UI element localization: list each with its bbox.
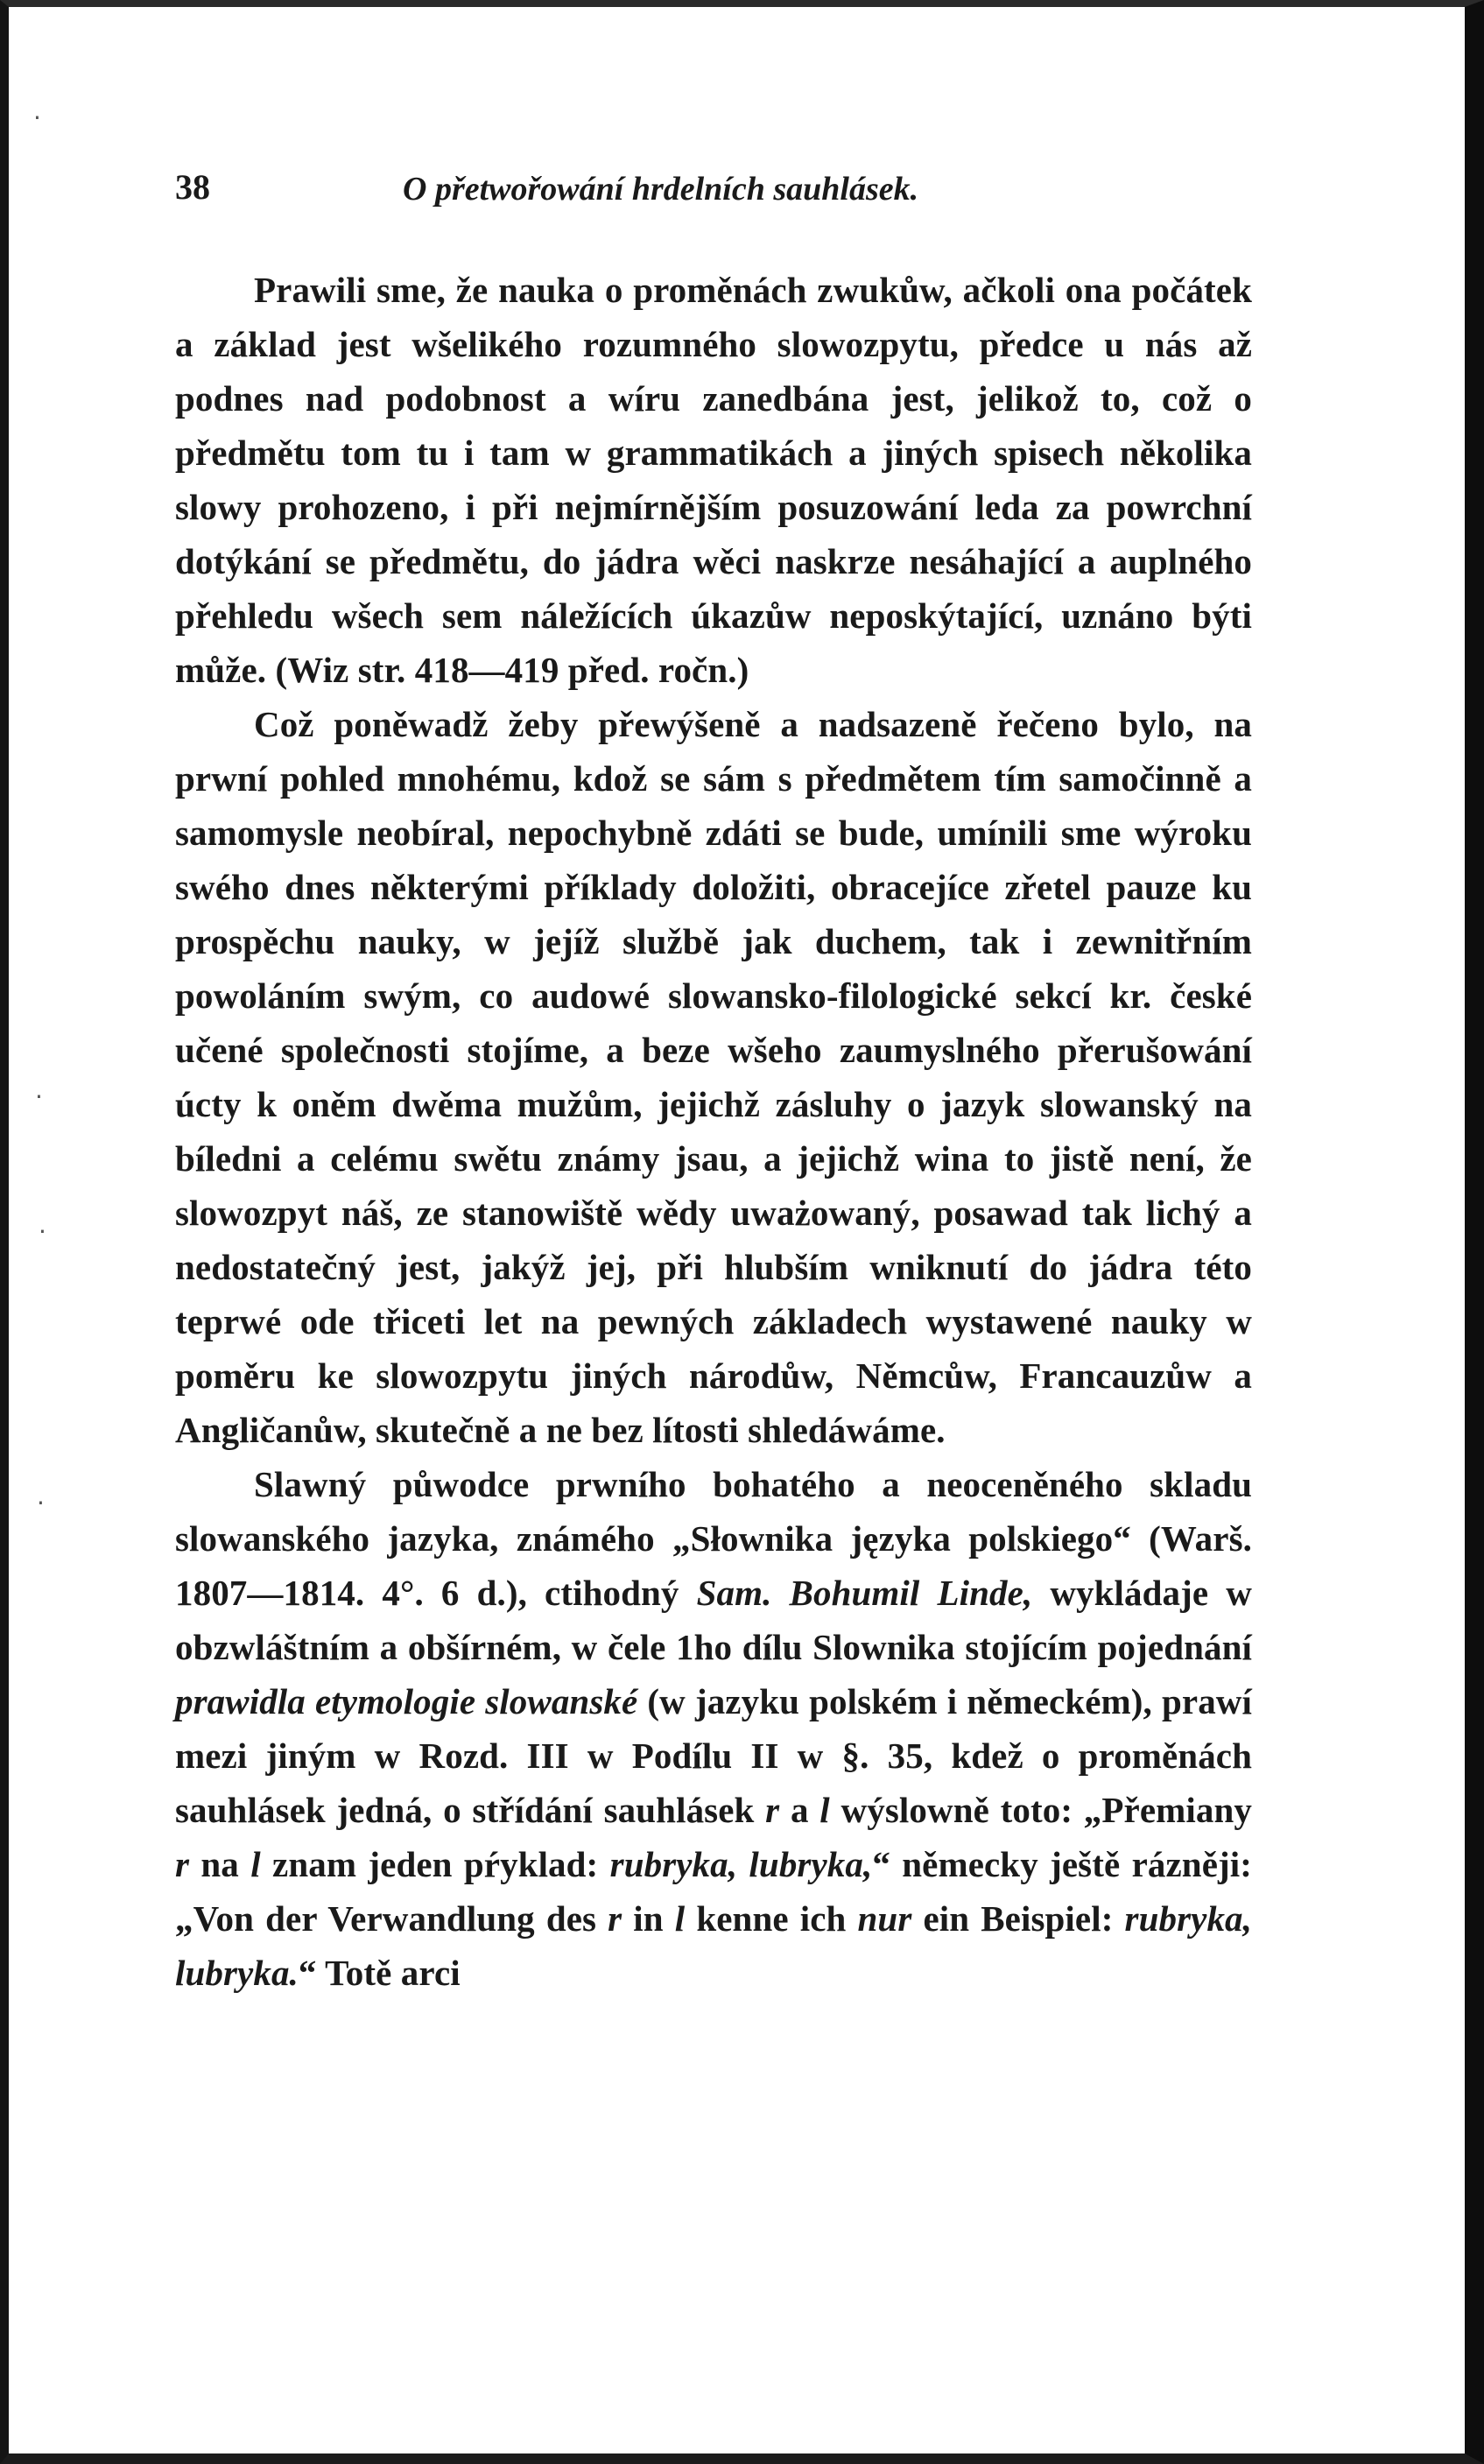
italic-text-segment: prawidla etymologie slowanské — [175, 1681, 638, 1721]
margin-mark: · — [39, 1217, 46, 1246]
body-text — [175, 263, 1252, 2000]
italic-text-segment: rubryka, lubryka, — [609, 1844, 873, 1884]
italic-text-segment: l — [674, 1898, 686, 1939]
text-segment: “ Totě arci — [298, 1953, 461, 1993]
margin-mark: · — [37, 1489, 45, 1517]
page-number: 38 — [175, 167, 210, 207]
text-segment: na — [189, 1844, 251, 1884]
italic-text-segment: r — [608, 1898, 622, 1939]
text-segment: “ německy ještě rázněji: „Von der Verwandlung des — [175, 1844, 1252, 1939]
text-segment: ein Beispiel: — [911, 1898, 1125, 1939]
running-head: O přetwořowání hrdelních sauhlásek. — [403, 171, 919, 208]
paragraph-2 — [175, 697, 1252, 1457]
italic-text-segment: rubryka, lubryka. — [175, 1898, 1253, 1993]
italic-text-segment: nur — [857, 1898, 912, 1939]
book-page — [175, 166, 1252, 2000]
italic-text-segment: l — [250, 1844, 261, 1884]
text-segment: znam jeden pŕyklad: — [260, 1844, 610, 1884]
text-segment: in — [622, 1898, 675, 1939]
text-segment: Prawili sme, že nauka o proměnách zwukůw, ačkoli ona počátek a základ jest wšelikého rozumného slowozpytu, předce u nás až podnes nad podobnost a wíru zanedbána jest, jelikož to, což o předmětu tom tu i tam w grammatikách a jiných spisech několika slowy prohozeno, i při nejmírnějším posuzowání leda za powrchní dotýkání se předmětu, do jádra wěci naskrze nesáhající a auplného přehledu wšech sem náležících úkazůw neposkýtající, uznáno býti může. (Wiz str. 418—419 před. ročn.) — [175, 270, 1252, 690]
italic-text-segment: Sam. Bohumil Linde, — [696, 1573, 1033, 1613]
paragraph-1 — [175, 263, 1252, 697]
text-segment: kenne ich — [685, 1898, 858, 1939]
text-segment: wýslowně toto: „Přemiany — [829, 1790, 1252, 1830]
text-segment: a — [779, 1790, 820, 1830]
page-header — [175, 166, 1252, 228]
text-segment: wykládaje w obzwláštním a obšírném, w čele 1ho dílu Slownika stojícím pojednání — [175, 1573, 1253, 1667]
italic-text-segment: l — [819, 1790, 830, 1830]
text-segment: Což poněwadž žeby přewýšeně a nadsazeně řečeno bylo, na prwní pohled mnohému, kdož se sám s předmětem tím samočinně a samomysle neobíral, nepochybně zdáti se bude, umínili sme wýroku swého dnes některými příklady doložiti, obracejíce zřetel pauze ku prospěchu nauky, w jejíž službě jak duchem, tak i zewnitřním powoláním swým, co audowé slowansko-filologické sekcí kr. české učené společnosti stojíme, a beze wšeho zaumyslného přerušowání úcty k oněm dwěma mužům, jejichž zásluhy o jazyk slowanský na bíledni a celému swětu známy jsau, a jejichž wina to jistě není, že slowozpyt náš, ze stanowiště wědy uważowaný, posawad tak lichý a nedostatečný jest, jakýž jej, při hlubším wniknutí do jádra této teprwé ode třiceti let na pewných základech wystawené nauky w poměru ke slowozpytu jiných národůw, Němcůw, Francauzůw a Angličanůw, skutečně a ne bez lítosti shledáwáme. — [175, 704, 1252, 1450]
italic-text-segment: r — [765, 1790, 780, 1830]
paragraph-3 — [175, 1457, 1252, 2000]
text-segment: (w jazyku polském i německém), prawí mezi jiným w Rozd. III w Podílu II w §. 35, kdež o proměnách sauhlásek jedná, o střídání sauhlásek — [175, 1681, 1253, 1830]
margin-mark: · — [35, 1082, 43, 1111]
italic-text-segment: r — [175, 1844, 190, 1884]
margin-mark: · — [33, 103, 41, 132]
text-segment: Slawný půwodce prwního bohatého a neoceněného skladu slowanského jazyka, známého „Słownika języka polskiego“ (Warš. 1807—1814. 4°. 6 d.), ctihodný — [175, 1464, 1252, 1613]
